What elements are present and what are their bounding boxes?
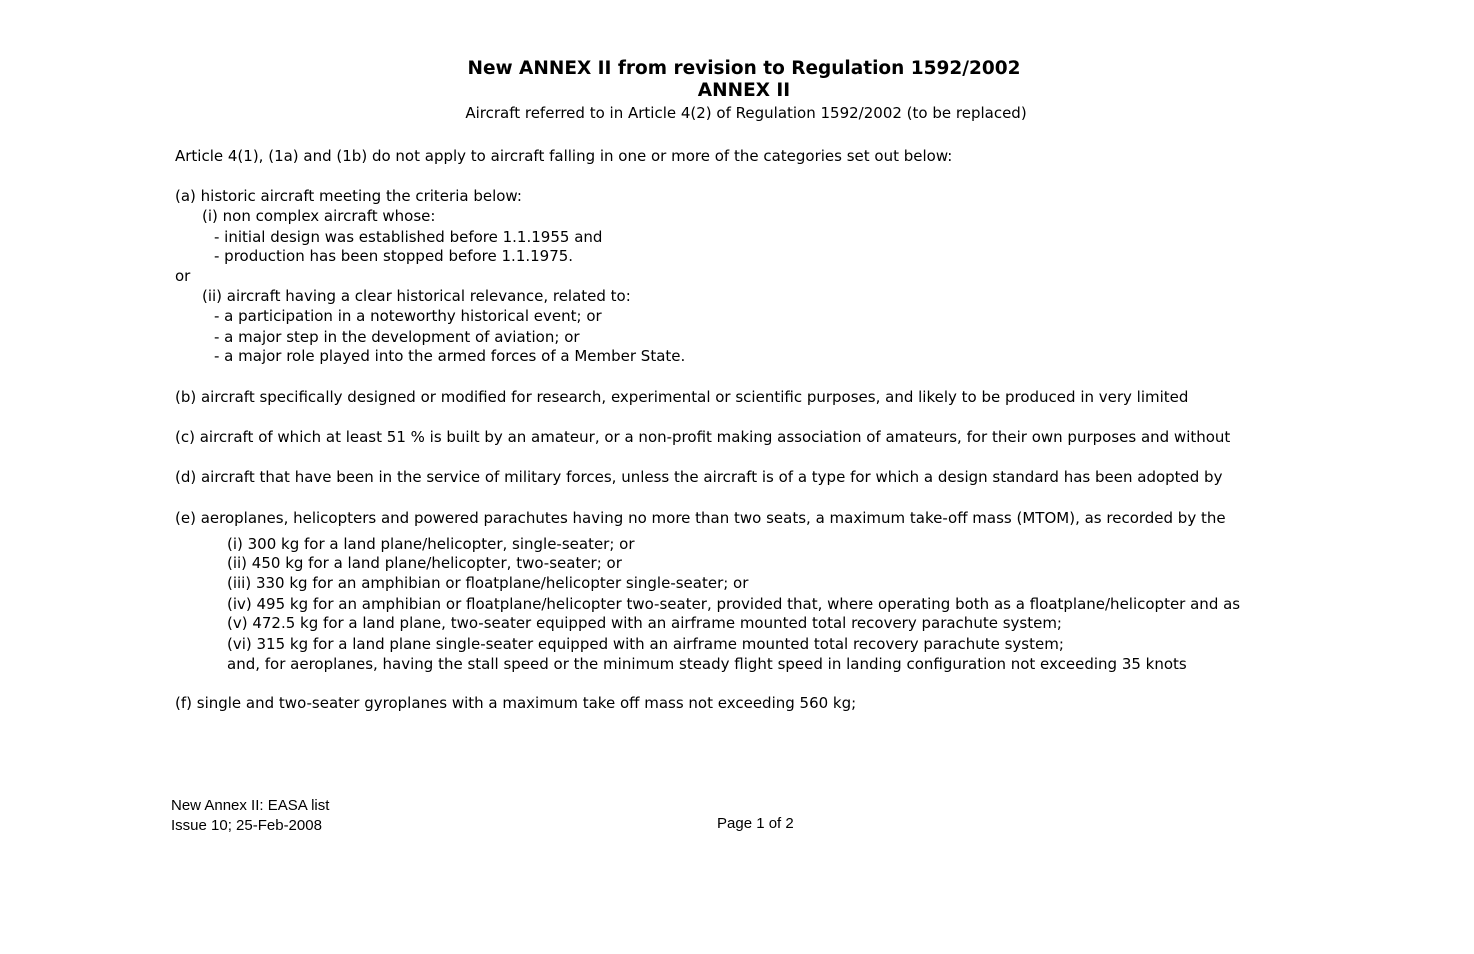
section-a-heading: (a) historic aircraft meeting the criteria below:	[175, 187, 522, 205]
annex-title: ANNEX II	[697, 80, 791, 101]
footer-page-number: Page 1 of 2	[717, 815, 794, 832]
section-a-i-heading: (i) non complex aircraft whose:	[202, 207, 436, 225]
footer-issue: Issue 10; 25-Feb-2008	[171, 817, 322, 834]
document-subtitle: Aircraft referred to in Article 4(2) of Regulation 1592/2002 (to be replaced)	[465, 104, 1027, 122]
list-item: (iii) 330 kg for an amphibian or floatplane/helicopter single-seater; or	[227, 574, 749, 592]
list-item: - a major role played into the armed forces of a Member State.	[214, 347, 686, 365]
section-a-connector: or	[175, 267, 191, 285]
list-item: (v) 472.5 kg for a land plane, two-seater equipped with an airframe mounted total recovery parachute system;	[227, 614, 1062, 632]
section-d: (d) aircraft that have been in the service of military forces, unless the aircraft is of a type for which a design standard has been adopted by	[175, 468, 1223, 486]
footer-doc-name: New Annex II: EASA list	[171, 797, 330, 814]
list-item: - a participation in a noteworthy historical event; or	[214, 307, 602, 325]
list-item: (ii) 450 kg for a land plane/helicopter, two-seater; or	[227, 554, 622, 572]
list-item: and, for aeroplanes, having the stall speed or the minimum steady flight speed in landing configuration not exceeding 35 knots	[227, 655, 1187, 673]
section-a-ii-heading: (ii) aircraft having a clear historical relevance, related to:	[202, 287, 631, 305]
list-item: - production has been stopped before 1.1.1975.	[214, 247, 574, 265]
document-title: New ANNEX II from revision to Regulation 1592/2002	[467, 58, 1021, 79]
section-f: (f) single and two-seater gyroplanes with a maximum take off mass not exceeding 560 kg;	[175, 694, 857, 712]
section-b: (b) aircraft specifically designed or modified for research, experimental or scientific purposes, and likely to be produced in very limited	[175, 388, 1189, 406]
section-c: (c) aircraft of which at least 51 % is built by an amateur, or a non-profit making association of amateurs, for their own purposes and without	[175, 428, 1231, 446]
list-item: - a major step in the development of aviation; or	[214, 328, 580, 346]
list-item: - initial design was established before 1.1.1955 and	[214, 228, 603, 246]
intro-paragraph: Article 4(1), (1a) and (1b) do not apply to aircraft falling in one or more of the categories set out below:	[175, 147, 953, 165]
list-item: (iv) 495 kg for an amphibian or floatplane/helicopter two-seater, provided that, where operating both as a floatplane/helicopter and as	[227, 595, 1241, 613]
list-item: (vi) 315 kg for a land plane single-seater equipped with an airframe mounted total recovery parachute system;	[227, 635, 1064, 653]
section-e-heading: (e) aeroplanes, helicopters and powered parachutes having no more than two seats, a maximum take-off mass (MTOM), as recorded by the	[175, 509, 1226, 527]
list-item: (i) 300 kg for a land plane/helicopter, single-seater; or	[227, 535, 635, 553]
